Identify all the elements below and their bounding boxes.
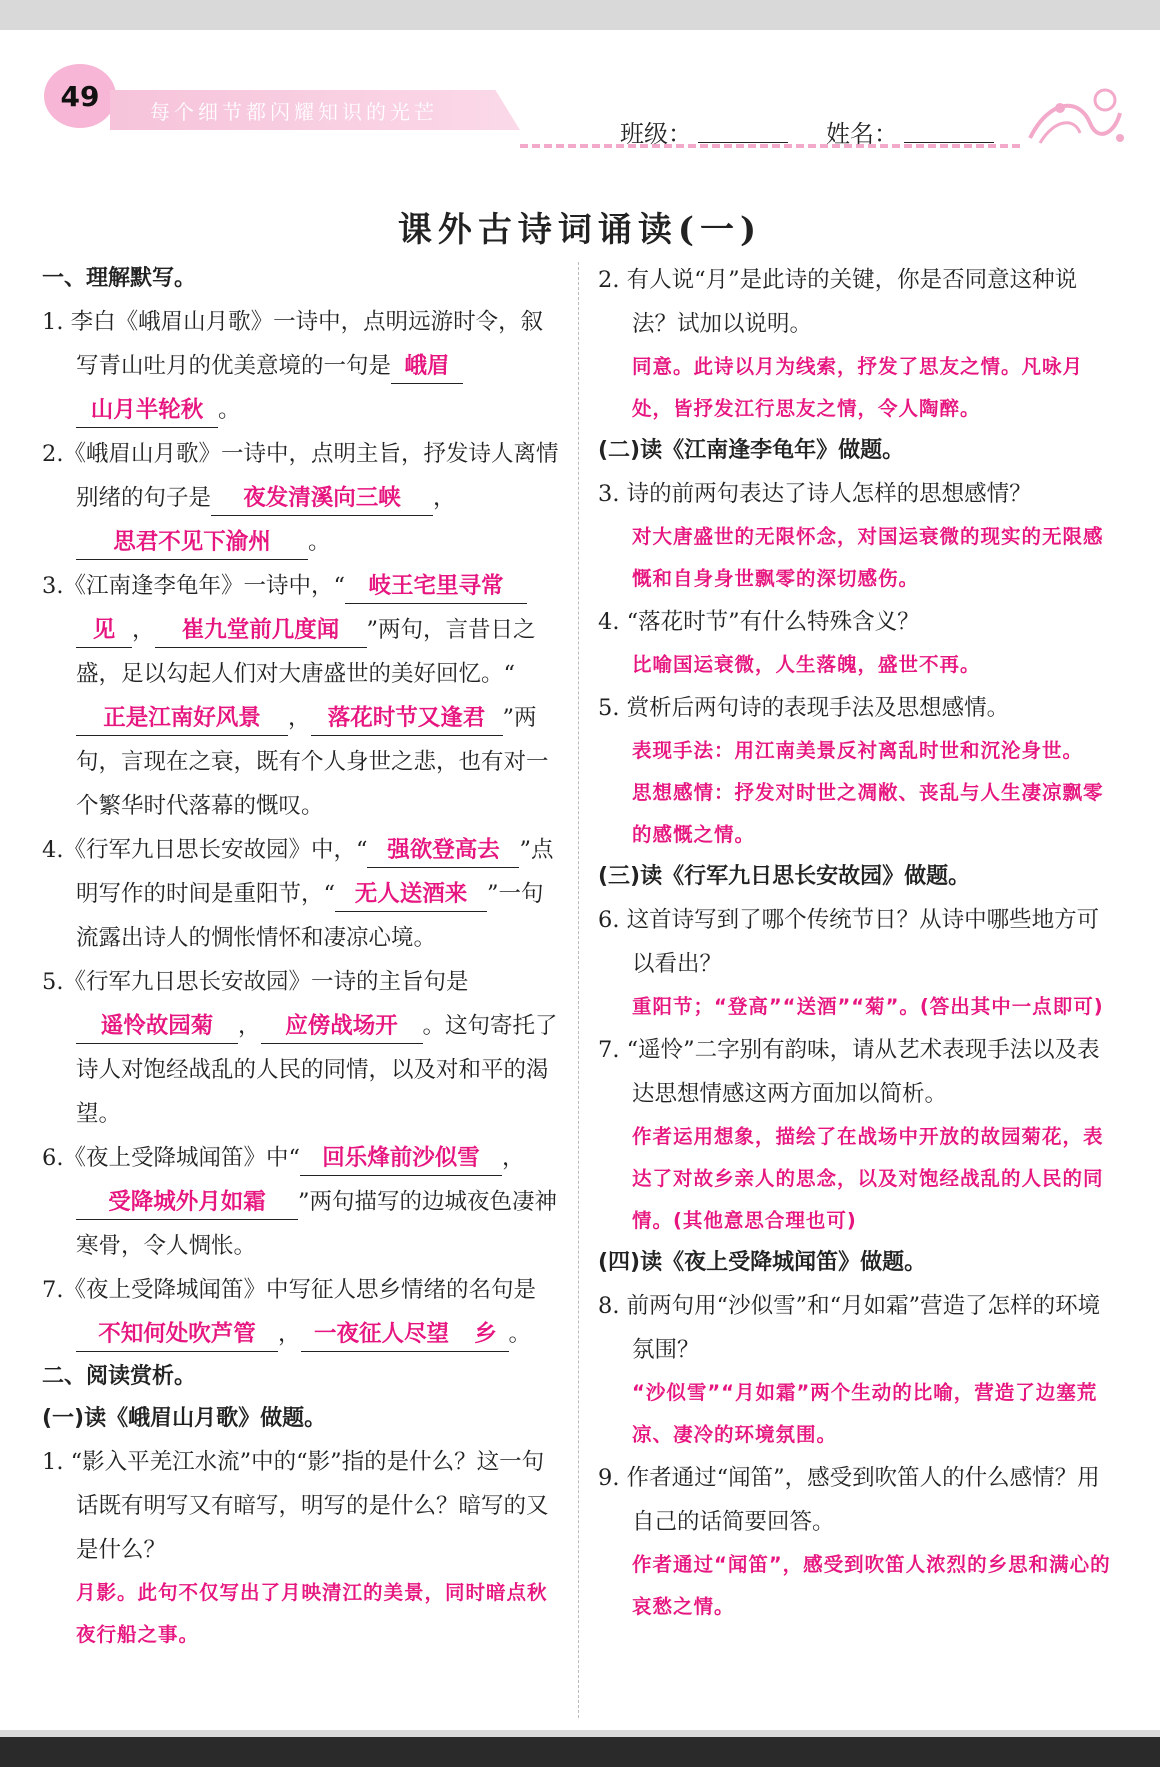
question-5	[42, 960, 562, 1136]
question-3	[42, 564, 562, 828]
reading-answer-4: 比喻国运衰微，人生落魄，盛世不再。	[632, 653, 981, 676]
name-field-line	[904, 142, 994, 143]
slogan: 每个细节都闪耀知识的光芒	[150, 100, 438, 124]
question-text: ”两句，言昔日之盛，足以勾起人们对大唐盛世的美好回忆。“	[76, 617, 536, 687]
subsection-heading: (二)读《江南逢李龟年》做题。	[598, 438, 905, 463]
answer-blank: 思君不见下渝州	[76, 525, 308, 560]
reading-answer-5a: 表现手法：用江南美景反衬离乱时世和沉沦身世。	[632, 739, 1084, 762]
answer-blank: 回乐烽前沙似雪	[300, 1141, 502, 1176]
reading-answer-6: 重阳节；“登高”“送酒”“菊”。(答出其中一点即可)	[632, 995, 1104, 1018]
reading-question-6: 6. 这首诗写到了哪个传统节日？从诗中哪些地方可以看出？	[598, 907, 1100, 977]
question-2	[42, 432, 562, 564]
answer-blank: 强欲登高去	[367, 833, 519, 868]
separator: ，	[278, 1321, 301, 1347]
answer-blank: 不知何处吹芦管	[76, 1317, 278, 1352]
reading-question-2: 2. 有人说“月”是此诗的关键，你是否同意这种说法？试加以说明。	[598, 267, 1078, 337]
reading-question-4: 4. “落花时节”有什么特殊含义？	[598, 609, 920, 635]
question-7	[42, 1268, 562, 1356]
question-text: ”两句，言现在之衰，既有个人身世之悲，也有对一个繁华时代落幕的慨叹。	[76, 705, 549, 819]
left-column	[42, 258, 562, 1656]
answer-blank: 无人送酒来	[335, 877, 487, 912]
question-text: ”一句流露出诗人的惆怅情怀和凄凉心境。	[76, 881, 544, 951]
separator: ，	[132, 617, 155, 643]
header-dashed-line	[520, 144, 1020, 148]
answer-blank: 岐王宅里寻常	[345, 569, 527, 604]
answer-blank: 一夜征人尽望	[301, 1317, 463, 1352]
section-heading: 二、阅读赏析。	[42, 1364, 197, 1389]
question-text: ”两句描写的边城夜色凄神寒骨，令人惆怅。	[76, 1189, 558, 1259]
answer-blank: 夜发清溪向三峡	[211, 481, 433, 516]
page-number-badge	[44, 64, 116, 128]
question-text: 3.《江南逢李龟年》一诗中，“	[42, 573, 345, 599]
question-6	[42, 1136, 562, 1268]
question-text: 7.《夜上受降城闻笛》中写征人思乡情绪的名句是	[42, 1277, 536, 1303]
separator: ，	[433, 485, 456, 511]
question-text: 1. 李白《峨眉山月歌》一诗中，点明远游时令，叙写青山吐月的优美意境的一句是	[42, 309, 544, 379]
question-text: 4.《行军九日思长安故园》中，“	[42, 837, 368, 863]
answer-blank: 正是江南好风景	[76, 701, 288, 736]
reading-question-7: 7. “遥怜”二字别有韵味，请从艺术表现手法以及表达思想情感这两方面加以简析。	[598, 1037, 1100, 1107]
column-divider	[578, 262, 579, 1718]
question-text: 。	[508, 1321, 532, 1347]
subsection-heading: (一)读《峨眉山月歌》做题。	[42, 1406, 327, 1431]
question-4	[42, 828, 562, 960]
reading-question-3: 3. 诗的前两句表达了诗人怎样的思想感情？	[598, 481, 1032, 507]
answer-blank: 乡	[463, 1317, 509, 1352]
question-text: 。这句寄托了诗人对饱经战乱的人民的同情，以及对和平的渴望。	[76, 1013, 558, 1127]
page-title: 课外古诗词诵读(一)	[397, 210, 763, 250]
question-text: 。	[308, 529, 331, 555]
subsection-heading: (三)读《行军九日思长安故园》做题。	[598, 864, 971, 889]
reading-answer-2: 同意。此诗以月为线索，抒发了思友之情。凡咏月处，皆抒发江行思友之情，令人陶醉。	[632, 355, 1084, 420]
question-text: 5.《行军九日思长安故园》一诗的主旨句是	[42, 969, 469, 995]
reading-answer-1: 月影。此句不仅写出了月映清江的美景，同时暗点秋夜行船之事。	[76, 1581, 548, 1646]
reading-question-9: 9. 作者通过“闻笛”，感受到吹笛人的什么感情？用自己的话简要回答。	[598, 1465, 1100, 1535]
reading-question-5: 5. 赏析后两句诗的表现手法及思想感情。	[598, 695, 1010, 721]
floral-ornament-icon	[1020, 78, 1130, 158]
question-text: ”点明写作的时间是重阳节，“	[76, 837, 554, 907]
answer-blank: 遥怜故园菊	[76, 1009, 238, 1044]
question-text: 。	[218, 397, 241, 423]
name-label: 姓名：	[826, 120, 898, 148]
question-text: 2.《峨眉山月歌》一诗中，点明主旨，抒发诗人离情别绪的句子是	[42, 441, 559, 511]
separator: ，	[238, 1013, 261, 1039]
answer-blank: 峨眉	[391, 349, 463, 384]
page-number: 49	[60, 79, 100, 113]
question-1	[42, 300, 562, 432]
subsection-heading: (四)读《夜上受降城闻笛》做题。	[598, 1250, 927, 1275]
answer-blank: 受降城外月如霜	[76, 1185, 298, 1220]
right-column	[598, 258, 1118, 1628]
bottom-bar	[0, 1737, 1160, 1767]
reading-answer-7: 作者运用想象，描绘了在战场中开放的故园菊花，表达了对故乡亲人的思念，以及对饱经战乱的人民的同情。(其他意思合理也可)	[632, 1125, 1104, 1232]
class-field-line	[698, 142, 788, 143]
answer-blank: 崔九堂前几度闻	[155, 613, 367, 648]
answer-blank: 见	[76, 613, 132, 648]
reading-answer-3: 对大唐盛世的无限怀念，对国运衰微的现实的无限感慨和自身身世飘零的深切感伤。	[632, 525, 1104, 590]
question-text: 6.《夜上受降城闻笛》中“	[42, 1145, 300, 1171]
section-heading: 一、理解默写。	[42, 266, 197, 291]
reading-answer-5b: 思想感情：抒发对时世之凋敝、丧乱与人生凄凉飘零的感慨之情。	[632, 781, 1104, 846]
separator: ，	[288, 705, 311, 731]
answer-blank: 应傍战场开	[261, 1009, 423, 1044]
separator: ，	[501, 1145, 525, 1171]
reading-answer-8: “沙似雪”“月如霜”两个生动的比喻，营造了边塞荒凉、凄冷的环境氛围。	[632, 1381, 1098, 1446]
reading-question-1: 1. “影入平羌江水流”中的“影”指的是什么？这一句话既有明写又有暗写，明写的是什么？暗写的又是什么？	[42, 1449, 549, 1563]
answer-blank: 落花时节又逢君	[311, 701, 503, 736]
answer-blank: 山月半轮秋	[76, 393, 218, 428]
class-label: 班级：	[620, 120, 692, 148]
reading-question-8: 8. 前两句用“沙似雪”和“月如霜”营造了怎样的环境氛围？	[598, 1293, 1101, 1363]
reading-answer-9: 作者通过“闻笛”，感受到吹笛人浓烈的乡思和满心的哀愁之情。	[632, 1553, 1111, 1618]
